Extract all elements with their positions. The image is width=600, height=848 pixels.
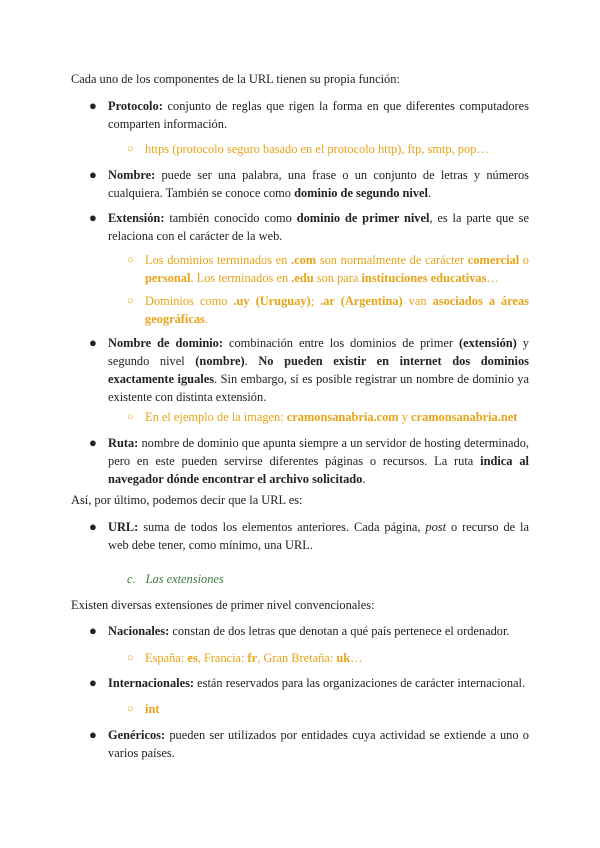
circle-bullet-icon: ○ (127, 295, 134, 307)
bullet-icon: ● (89, 623, 97, 638)
bullet-icon: ● (89, 98, 97, 113)
circle-bullet-icon: ○ (127, 254, 134, 266)
circle-bullet-icon: ○ (127, 411, 134, 423)
list-item-internacionales: Internacionales: están reservados para las organizaciones de carácter internacional. (108, 676, 526, 690)
sub-item-extension-2: Dominios como .uy (Uruguay); .ar (Argentina) van asociados a áreas geográficas. (145, 294, 530, 326)
sub-item-nacionales: España: es, Francia: fr, Gran Bretaña: uk… (145, 651, 363, 665)
bullet-icon: ● (89, 727, 97, 742)
bullet-icon: ● (89, 210, 97, 225)
bullet-icon: ● (89, 675, 97, 690)
list-item-extension: Extensión: también conocido como dominio de primer nivel, es la parte que se relaciona con el carácter de la web. (108, 211, 530, 243)
list-item-genericos: Genéricos: pueden ser utilizados por entidades cuya actividad se extiende a uno o varios países. (108, 728, 529, 760)
sub-item-internacionales: int (145, 702, 160, 716)
list-item-ruta: Ruta: nombre de dominio que apunta siempre a un servidor de hosting determinado, pero en este pueden servirse diferentes páginas o recursos. La ruta indica al navegador dónde encontrar el archivo solicitado. (108, 436, 529, 486)
circle-bullet-icon: ○ (127, 143, 134, 155)
bullet-icon: ● (89, 167, 97, 182)
circle-bullet-icon: ○ (127, 703, 134, 715)
intro-paragraph: Cada uno de los componentes de la URL tienen su propia función: (71, 72, 400, 86)
list-item-protocolo: Protocolo: conjunto de reglas que rigen la forma en que diferentes computadores comparten información. (108, 99, 529, 131)
sub-item-protocolo: https (protocolo seguro basado en el protocolo http), ftp, smtp, pop… (145, 142, 489, 156)
list-item-nombre-dominio: Nombre de dominio: combinación entre los dominios de primer (extensión) y segundo nivel (nombre). No pueden existir en internet dos dominios exactamente iguales. Sin embargo, sí es posible registrar un nombre de dominio ya existente con distinta extensión. (108, 336, 529, 404)
circle-bullet-icon: ○ (127, 652, 134, 664)
section-heading: c. Las extensiones (127, 572, 224, 586)
sub-item-extension-1: Los dominios terminados en .com son normalmente de carácter comercial o personal. Los terminados en .edu son para instituciones educativas… (145, 253, 530, 285)
sub-item-nombre-dominio: En el ejemplo de la imagen: cramonsanabria.com y cramonsanabria.net (145, 410, 518, 424)
bullet-icon: ● (89, 435, 97, 450)
list-item-nacionales: Nacionales: constan de dos letras que denotan a qué país pertenece el ordenador. (108, 624, 510, 638)
bullet-icon: ● (89, 335, 97, 350)
list-item-url: URL: suma de todos los elementos anteriores. Cada página, post o recurso de la web debe tener, como mínimo, una URL. (108, 520, 529, 552)
list-item-nombre: Nombre: puede ser una palabra, una frase o un conjunto de letras y números cualquiera. También se conoce como dominio de segundo nivel. (108, 168, 529, 200)
asi-paragraph: Así, por último, podemos decir que la URL es: (71, 493, 303, 507)
bullet-icon: ● (89, 519, 97, 534)
existen-paragraph: Existen diversas extensiones de primer nivel convencionales: (71, 598, 375, 612)
